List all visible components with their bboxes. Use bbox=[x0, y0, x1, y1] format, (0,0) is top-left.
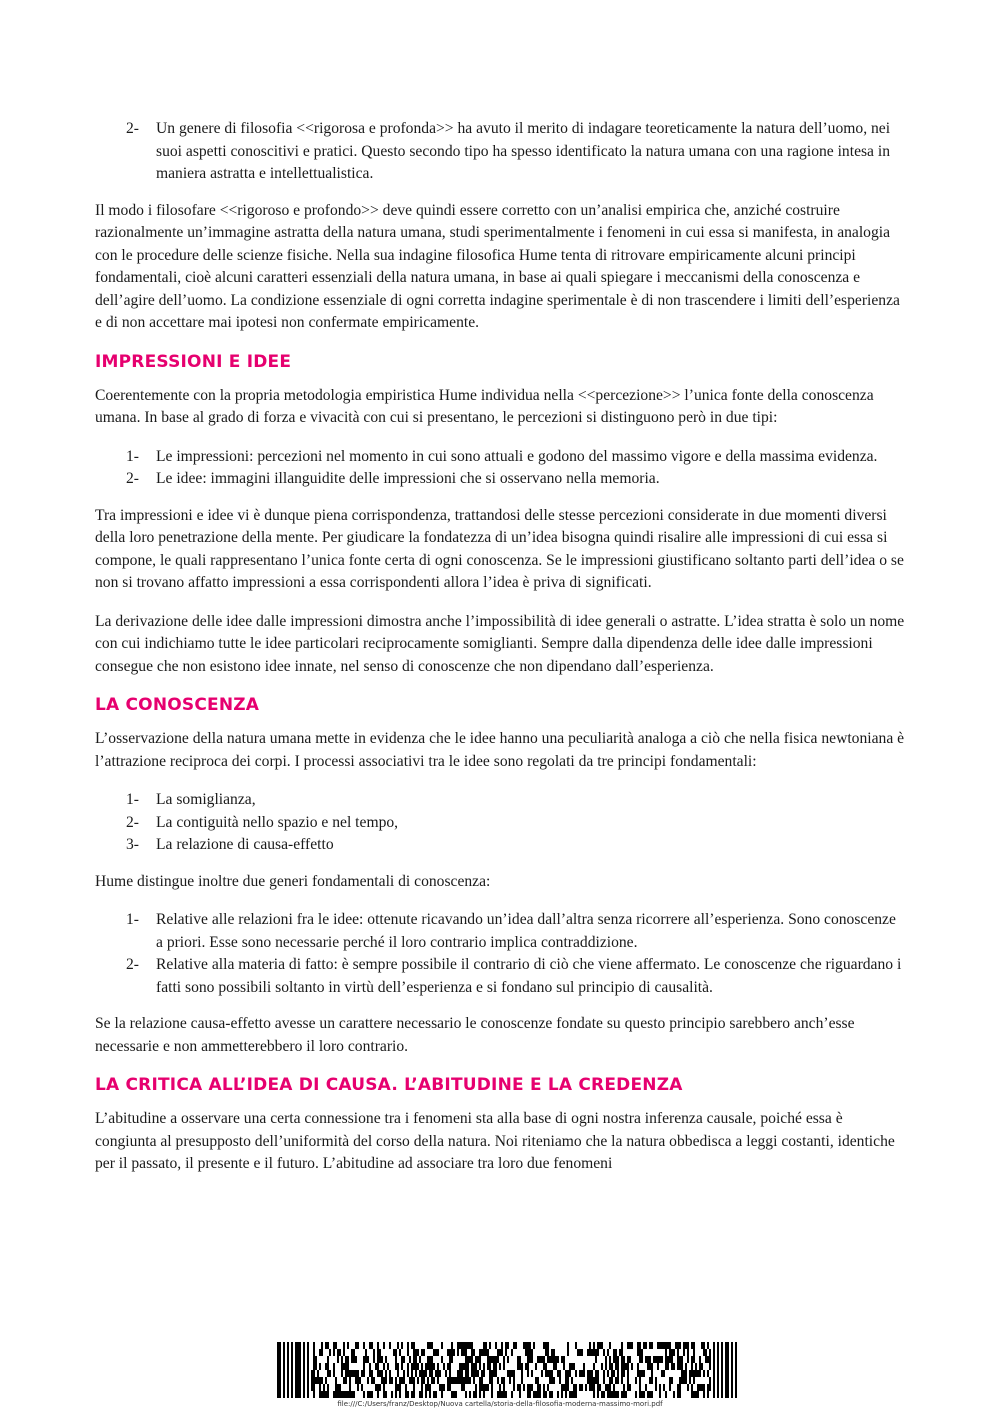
list-item: 3- La relazione di causa-effetto bbox=[126, 836, 334, 853]
list-item: 1- Le impressioni: percezioni nel momento in cui sono attuali e godono del massimo vigore e della massima evidenza. bbox=[126, 447, 878, 465]
perceptions-list bbox=[95, 446, 905, 491]
section-heading-conoscenza: LA CONOSCENZA bbox=[95, 695, 260, 715]
document-page bbox=[95, 118, 905, 1192]
intro-paragraph: Il modo i filosofare <<rigoroso e profondo>> deve quindi essere corretto con un’analisi empirica che, anziché costruire razionalmente un’immagine astratta della natura umana, studi sperimentalmente i fenomeni in cui essa si manifesta, in analogia con le procedure delle scienze fisiche. Nella sua indagine filosofica Hume tenta di ritrovare empiricamente alcuni principi fondamentali, cioè alcuni caratteri essenziali della natura umana, in base ai quali spiegare i meccanismi della conoscenza e dell’agire dell’uomo. La condizione essenziale di ogni corretta indagine sperimentale è di non trascendere i limiti dell’esperienza e di non accettare mai ipotesi non confermate empiricamente. bbox=[95, 201, 900, 331]
section-heading-impressioni: IMPRESSIONI E IDEE bbox=[95, 351, 292, 372]
paragraph: Se la relazione causa-effetto avesse un carattere necessario le conoscenze fondate su questo principio sarebbero anch’esse necessarie e non ammetterebbero il loro contrario. bbox=[95, 1015, 855, 1055]
paragraph: L’abitudine a osservare una certa connessione tra i fenomeni sta alla base di ogni nostra inferenza causale, poiché essa è congiunta al presupposto dell’uniformità del corso della natura. Noi riteniamo che la natura obbedisca a leggi costanti, identiche per il passato, il presente e il futuro. L’abitudine ad associare tra loro due fenomeni bbox=[95, 1110, 895, 1172]
intro-list bbox=[95, 118, 905, 186]
pdf417-barcode-image bbox=[263, 1342, 737, 1398]
file-path-footer: file:///C:/Users/franz/Desktop/Nuova cartella/storia-della-filosofia-moderna-massimo-mori.pdf bbox=[337, 1400, 663, 1408]
list-item: 2- Le idee: immagini illanguidite delle impressioni che si osservano nella memoria. bbox=[126, 470, 660, 487]
knowledge-types-list bbox=[95, 909, 905, 999]
section-heading-critica-causa: LA CRITICA ALL’IDEA DI CAUSA. L’ABITUDINE E LA CREDENZA bbox=[95, 1075, 683, 1095]
paragraph: Tra impressioni e idee vi è dunque piena corrispondenza, trattandosi delle stesse percezioni considerate in due momenti diversi della loro penetrazione della mente. Per giudicare la fondatezza di un’idea bisogna quindi risalire alle impressioni di cui essa si compone, le quali rappresentano l’unica fonte certa di ogni conoscenza. Se le impressioni giustificano soltanto parti dell’idea o se non si trovano affatto impressioni a essa corrispondenti allora l’idea è priva di significati. bbox=[95, 506, 904, 591]
paragraph: Hume distingue inoltre due generi fondamentali di conoscenza: bbox=[95, 872, 491, 890]
list-item: 2- La contiguità nello spazio e nel tempo, bbox=[126, 813, 399, 831]
list-item: 2- Un genere di filosofia <<rigorosa e profonda>> ha avuto il merito di indagare teoreticamente la natura dell’uomo, nei suoi aspetti conoscitivi e pratici. Questo secondo tipo ha spesso identificato la natura umana con una ragione intesa in maniera astratta e intellettualistica. bbox=[126, 120, 891, 182]
list-item: 1- Relative alle relazioni fra le idee: ottenute ricavando un’idea dall’altra senza ricorrere all’esperienza. Sono conoscenze a priori. Esse sono necessarie perché il loro contrario implica contraddizione. bbox=[126, 911, 896, 951]
list-item: 1- La somiglianza, bbox=[126, 791, 256, 808]
paragraph: La derivazione delle idee dalle impressioni dimostra anche l’impossibilità di idee generali o astratte. L’idea stratta è solo un nome con cui indichiamo tutte le idee particolari reciprocamente somiglianti. Sempre dalla dipendenza delle idee dalle impressioni consegue che non esistono idee innate, nel senso di conoscenze che non dipendano dall’esperienza. bbox=[95, 612, 905, 675]
paragraph: L’osservazione della natura umana mette in evidenza che le idee hanno una peculiarità analoga a ciò che nella fisica newtoniana è l’attrazione reciproca dei corpi. I processi associativi tra le idee sono regolati da tre principi fondamentali: bbox=[95, 730, 905, 770]
paragraph: Coerentemente con la propria metodologia empiristica Hume individua nella <<percezione>> l’unica fonte della conoscenza umana. In base al grado di forza e vivacità con cui si presentano, le percezioni si distinguono però in due tipi: bbox=[95, 386, 874, 426]
list-item: 2- Relative alla materia di fatto: è sempre possibile il contrario di ciò che viene affermato. Le conoscenze che riguardano i fatti sono possibili soltanto in virtù dell’esperienza e si fondano sul principio di causalità. bbox=[126, 956, 902, 996]
principles-list bbox=[95, 789, 905, 857]
